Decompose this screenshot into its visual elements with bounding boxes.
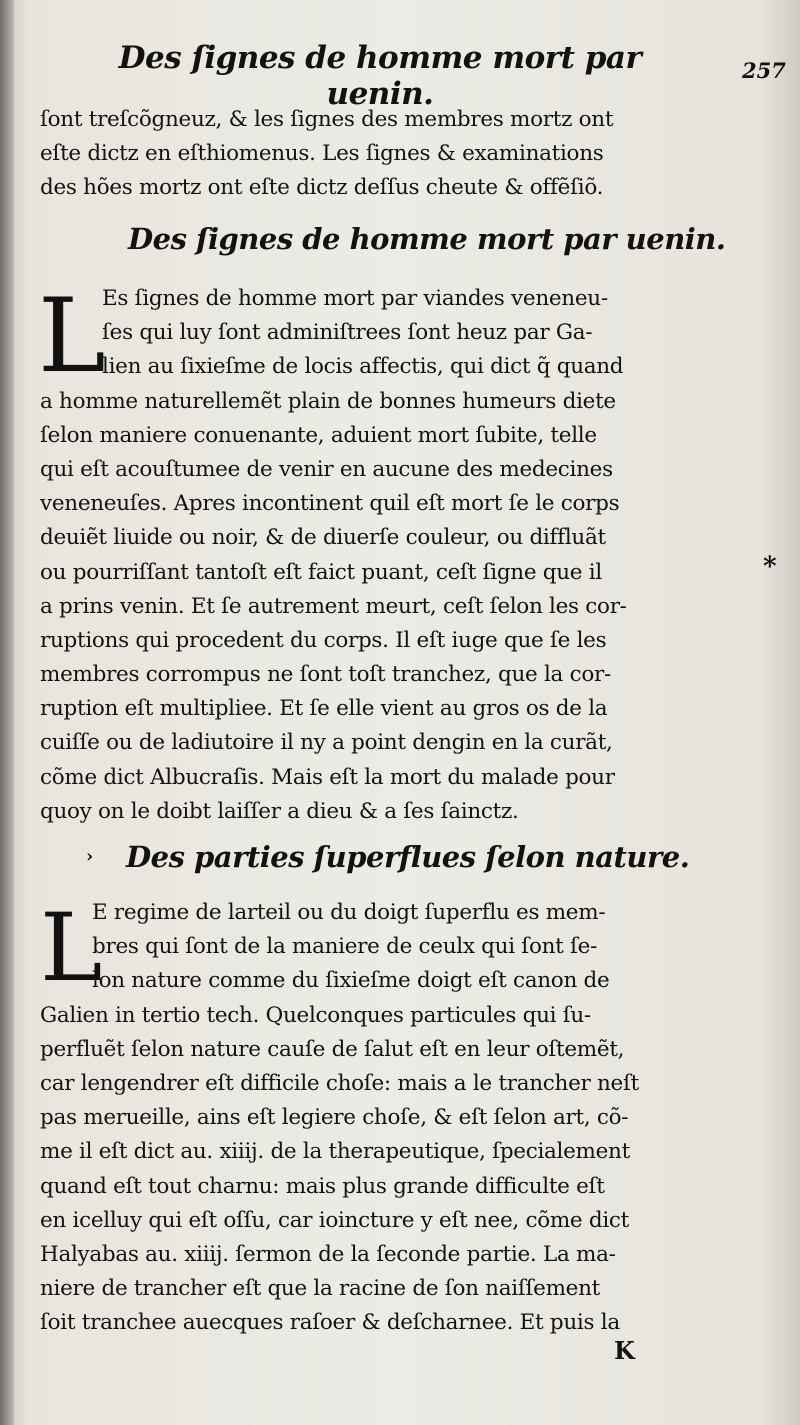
text-line: ou pourriſſant tantoſt eſt faict puant, ceſt ſigne que il — [40, 559, 602, 585]
section-marker-icon: › — [86, 846, 94, 867]
text-line: ſes qui luy ſont adminiſtrees ſont heuz par Ga- — [102, 320, 593, 346]
text-line: ſont treſcõgneuz, & les ſignes des membres mortz ont — [40, 107, 614, 132]
text-line: membres corrompus ne ſont toſt tranchez, que la cor- — [40, 662, 611, 688]
text-line: lon nature comme du ſixieſme doigt eſt canon de — [92, 968, 610, 994]
section1-paragraph — [38, 277, 745, 829]
text-line: cuiſſe ou de ladiutoire il ny a point dengin en la curãt, — [40, 730, 613, 756]
text-line: deuiẽt liuide ou noir, & de diuerſe couleur, ou diffluãt — [40, 525, 606, 551]
text-line: qui eſt acouſtumee de venir en aucune des medecines — [40, 456, 613, 482]
page-number: 257 — [742, 58, 786, 83]
text-line: veneneuſes. Apres incontinent quil eſt mort ſe le corps — [40, 491, 620, 517]
text-line: ruption eſt multipliee. Et ſe elle vient au gros os de la — [40, 696, 608, 722]
text-line: en icelluy qui eſt oſſu, car ioincture y eſt nee, cõme dict — [40, 1207, 630, 1233]
text-line: ſelon maniere conuenante, aduient mort ſubite, telle — [40, 422, 597, 448]
text-line: E regime de larteil ou du doigt ſuperflu es mem- — [92, 900, 606, 925]
text-line: me il eſt dict au. xiiij. de la therapeutique, ſpecialement — [40, 1139, 630, 1165]
gathering-signature: K — [614, 1336, 635, 1365]
text-line: pas merueille, ains eſt legiere choſe, & eſt ſelon art, cõ- — [40, 1105, 629, 1131]
text-line: bres qui ſont de la maniere de ceulx qui ſont ſe- — [92, 934, 598, 960]
text-line: a homme naturellemẽt plain de bonnes humeurs diete — [40, 388, 616, 414]
page-gutter-shadow — [0, 0, 14, 1425]
text-line: Halyabas au. xiiij. ſermon de la ſeconde partie. La ma- — [40, 1241, 616, 1267]
section-heading-poison: Des ſignes de homme mort par uenin. — [128, 222, 726, 256]
text-line: quand eſt tout charnu: mais plus grande difficulte eſt — [40, 1173, 605, 1199]
text-line: ruptions qui procedent du corps. Il eſt iuge que ſe les — [40, 627, 607, 653]
drop-cap-letter: L — [40, 894, 103, 1003]
text-line: Es ſignes de homme mort par viandes veneneu- — [102, 286, 608, 311]
text-line: perfluẽt ſelon nature cauſe de ſalut eſt en leur oſtemẽt, — [40, 1036, 625, 1062]
text-line: a prins venin. Et ſe autrement meurt, ceſt ſelon les cor- — [40, 593, 627, 619]
text-line: eſte dictz en eſthiomenus. Les ſignes & examinations — [40, 141, 604, 167]
text-line: niere de trancher eſt que la racine de ſon naiſſement — [40, 1276, 600, 1302]
text-line: ſoit tranchee auecques raſoer & deſcharnee. Et puis la — [40, 1310, 620, 1336]
margin-asterisk: * — [763, 552, 777, 582]
drop-cap-letter: L — [38, 277, 106, 396]
section-heading-superfluous: Des parties ſuperflues ſelon nature. — [126, 840, 690, 874]
intro-paragraph — [40, 103, 745, 206]
text-line: Galien in tertio tech. Quelconques particules qui ſu- — [40, 1002, 591, 1028]
running-head: Des ſignes de homme mort par uenin. — [118, 40, 642, 112]
text-line: cõme dict Albucraſis. Mais eſt la mort du malade pour — [40, 764, 615, 790]
text-line: lien au ſixieſme de locis affectis, qui dict q̃ quand — [102, 354, 624, 380]
text-line: des hões mortz ont eſte dictz deſſus cheute & offẽſiõ. — [40, 175, 604, 201]
text-line: car lengendrer eſt difficile choſe: mais a le trancher neſt — [40, 1070, 639, 1096]
text-line: quoy on le doibt laiſſer a dieu & a ſes ſainctz. — [40, 798, 519, 824]
section2-paragraph — [40, 896, 745, 1340]
